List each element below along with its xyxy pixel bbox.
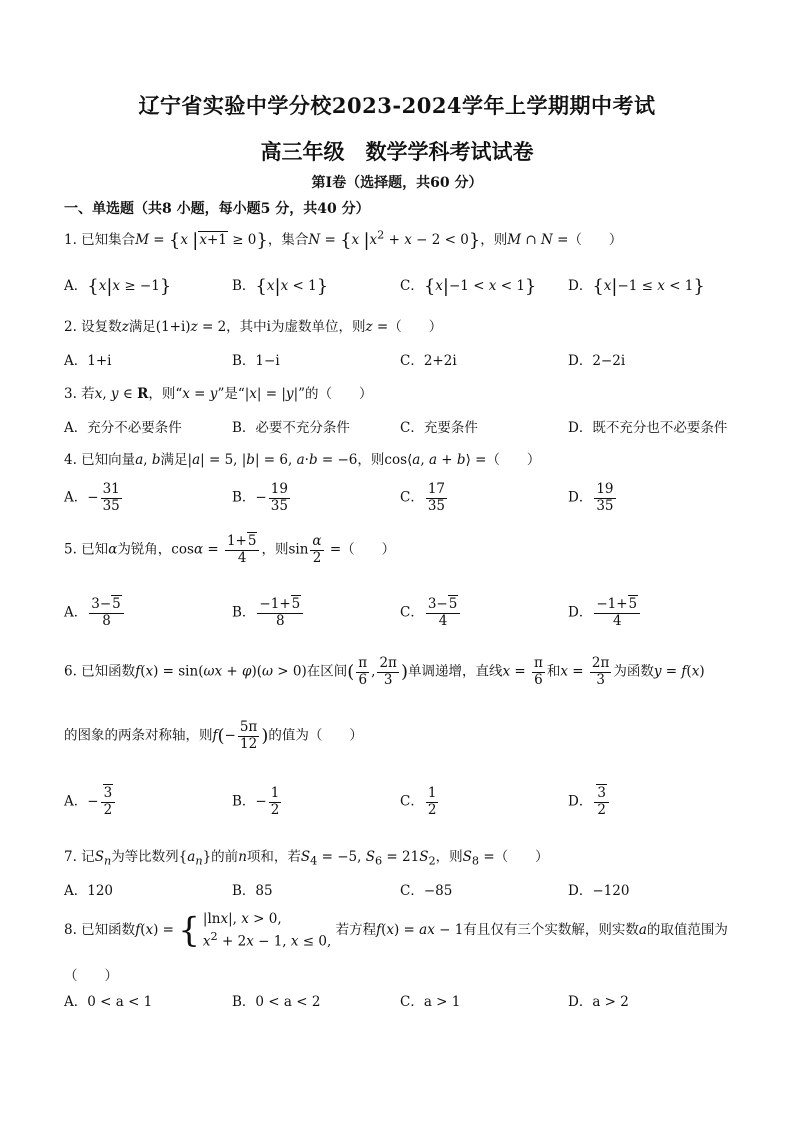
question-7-option-c[interactable]: C．−85 xyxy=(400,883,453,899)
question-8-stem-continued: （ ） xyxy=(64,968,118,984)
question-5-option-b[interactable]: B． $\frac{-1+5}{8}$ xyxy=(232,597,305,629)
question-4-option-c[interactable]: C． $\frac{17}{35}$ xyxy=(400,481,446,514)
part-heading: 第Ⅰ卷（选择题，共60 分） xyxy=(311,175,483,191)
question-8-option-d[interactable]: D．a > 2 xyxy=(568,994,629,1010)
question-4-option-a[interactable]: A．− $\frac{31}{35}$ xyxy=(64,481,120,514)
question-7-stem: 7. 记$S_n$为等比数列$\{a_n\}$的前n项和，若$S_4 = -5$, $S_6 = 21S_2$，则$S_8$ =（ ） xyxy=(64,849,549,868)
question-7-option-b[interactable]: B．85 xyxy=(232,883,273,899)
question-2-stem: 2. 设复数z满足(1+i)z = 2，其中i为虚数单位，则z =（ ） xyxy=(64,319,443,335)
exam-title: 辽宁省实验中学分校2023-2024学年上学期期中考试 xyxy=(138,93,656,118)
question-4-option-d[interactable]: D． $\frac{19}{35}$ xyxy=(568,481,614,514)
question-3-option-c[interactable]: C．充要条件 xyxy=(400,420,478,436)
question-3-option-b[interactable]: B．必要不充分条件 xyxy=(232,420,350,436)
question-1-option-b[interactable]: B．{x|x < 1} xyxy=(232,276,329,297)
question-8-option-c[interactable]: C．a > 1 xyxy=(400,994,461,1010)
question-5-option-d[interactable]: D． $\frac{-1+5}{4}$ xyxy=(568,597,642,629)
question-2-option-a[interactable]: A．1+i xyxy=(64,353,112,369)
question-8-stem: 8. 已知函数f(x) = { |lnx|, x > 0, $x^2 + 2x - 1$, x ≤ 0, 若方程f(x) = ax − 1有且仅有三个实数解，则实数a的取值范围为 xyxy=(64,910,728,951)
question-1-option-a[interactable]: A．{x|x ≥ −1} xyxy=(64,276,172,297)
exam-subtitle: 高三年级 数学学科考试试卷 xyxy=(260,139,534,164)
question-4-option-b[interactable]: B．− $\frac{19}{35}$ xyxy=(232,481,288,514)
question-3-option-a[interactable]: A．充分不必要条件 xyxy=(64,420,182,436)
question-6-option-b[interactable]: B．− $\frac{1}{2}$ xyxy=(232,785,280,818)
question-2-option-b[interactable]: B．1−i xyxy=(232,353,280,369)
question-1-stem: 1. 已知集合M = {x |x+1 ≥ 0}，集合N = {x $|x^2 + x - 2 < 0$}，则M ∩ N =（ ） xyxy=(64,228,623,251)
question-5-option-a[interactable]: A． $\frac{3-5}{8}$ xyxy=(64,597,126,629)
question-8-option-b[interactable]: B．0 < a < 2 xyxy=(232,994,321,1010)
question-8-option-a[interactable]: A．0 < a < 1 xyxy=(64,994,153,1010)
question-1-option-c[interactable]: C．{x|−1 < x < 1} xyxy=(400,276,537,297)
section-heading: 一、单选题（共8 小题，每小题5 分，共40 分） xyxy=(64,201,370,217)
question-2-option-d[interactable]: D．2−2i xyxy=(568,353,626,369)
question-7-option-a[interactable]: A．120 xyxy=(64,883,114,899)
question-5-stem: 5. 已知α为锐角，cosα = $\frac{1+5}{4}$ ，则sin $\frac{\alpha}{2}$ =（ ） xyxy=(64,533,396,566)
question-3-option-d[interactable]: D．既不充分也不必要条件 xyxy=(568,420,728,436)
question-2-option-c[interactable]: C．2+2i xyxy=(400,353,457,369)
question-6-option-a[interactable]: A．− $\frac{3}{2}$ xyxy=(64,786,117,818)
question-3-stem: 3. 若x, y ∈ R，则“x = y”是“|x| = |y|”的（ ） xyxy=(64,386,373,402)
question-6-option-c[interactable]: C． $\frac{1}{2}$ xyxy=(400,785,437,818)
question-6-stem: 6. 已知函数f(x) = sin(ωx + φ)(ω > 0)在区间( $\frac{\pi}{6}$ , $\frac{2\pi}{3}$ )单调递增，直线x = $\frac{\pi}{6}$ 和x = $\frac{2\pi}{3}$ 为函数y = f(x) xyxy=(64,655,705,688)
question-5-option-c[interactable]: C． $\frac{3-5}{4}$ xyxy=(400,597,462,629)
question-7-option-d[interactable]: D．−120 xyxy=(568,883,630,899)
question-1-option-d[interactable]: D．{x|−1 ≤ x < 1} xyxy=(568,276,705,297)
question-6-option-d[interactable]: D． $\frac{3}{2}$ xyxy=(568,786,611,818)
question-6-stem-continued: 的图象的两条对称轴，则f(− $\frac{5\pi}{12}$ )的值为（ ） xyxy=(64,719,363,752)
question-4-stem: 4. 已知向量a, b满足|a| = 5, |b| = 6, a·b = −6，则cos⟨a, a + b⟩ =（ ） xyxy=(64,452,541,468)
